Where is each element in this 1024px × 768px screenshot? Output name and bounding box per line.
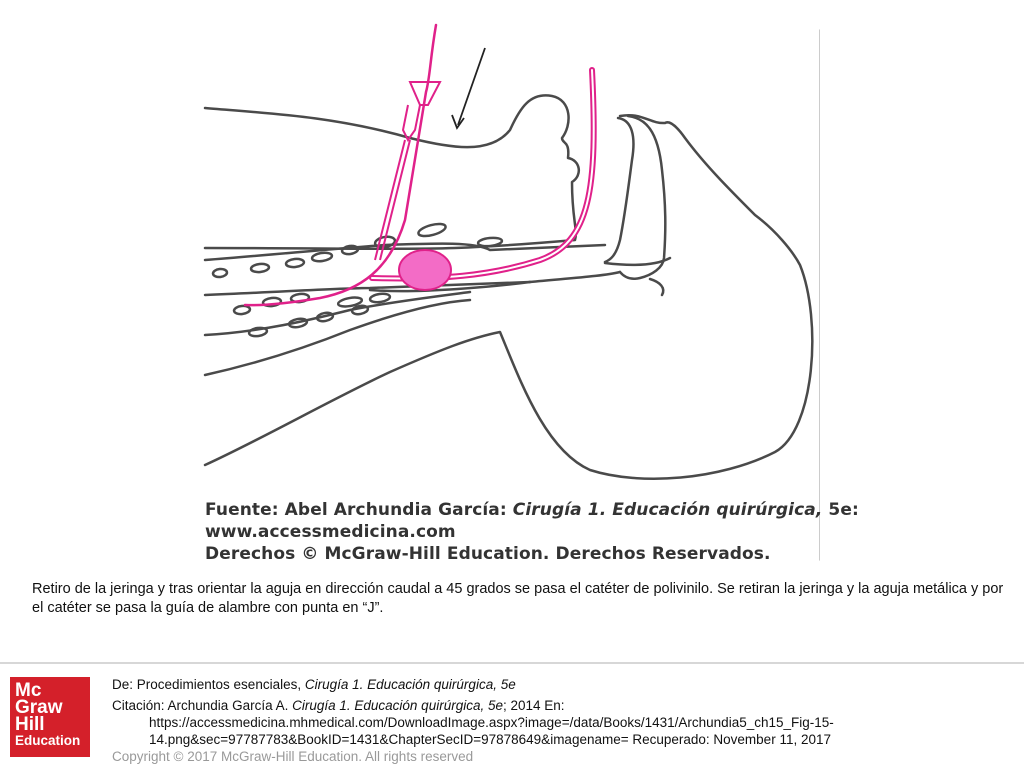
- citation-url-continued[interactable]: 14.png&sec=97787783&BookID=1431&ChapterSecID=97878649&imagename= Recuperado: November 11, 2017: [149, 732, 831, 747]
- figure-source-rights: Derechos © McGraw-Hill Education. Derechos Reservados.: [205, 544, 771, 564]
- direction-arrow: [458, 48, 485, 125]
- needle: [375, 82, 440, 260]
- divider: [0, 662, 1024, 664]
- figure-source-site: www.accessmedicina.com: [205, 522, 456, 542]
- arrowhead-icon: [452, 115, 464, 128]
- figure-caption: Retiro de la jeringa y tras orientar la aguja en dirección caudal a 45 grados se pasa el catéter de polivinilo. Se retiran la jeringa y la aguja metálica y por el catéter se pasa la guía de alambre con punta en “J”.: [32, 581, 1004, 616]
- logo-line-1: Mc: [15, 680, 42, 701]
- figure: [200, 20, 859, 565]
- logo-line-2: Graw: [15, 697, 63, 718]
- copyright-notice: Copyright © 2017 McGraw-Hill Education. All rights reserved: [112, 749, 474, 764]
- logo-line-3: Hill: [15, 714, 45, 735]
- figure-source-line: Fuente: Abel Archundia García: Cirugía 1. Educación quirúrgica, 5e:: [205, 500, 859, 520]
- trachea-rings: [213, 222, 503, 338]
- logo-line-4: Education: [15, 733, 81, 748]
- citation-from: De: Procedimientos esenciales, Cirugía 1. Educación quirúrgica, 5e: [112, 677, 516, 692]
- catheter-balloon: [399, 250, 451, 290]
- citation-block: [112, 676, 1012, 765]
- citation-reference: Citación: Archundia García A. Cirugía 1. Educación quirúrgica, 5e; 2014 En:: [112, 698, 565, 713]
- citation-url[interactable]: https://accessmedicina.mhmedical.com/DownloadImage.aspx?image=/data/Books/1431/Archundia5_ch15_Fig-15-: [149, 715, 834, 730]
- mcgraw-hill-logo: [10, 677, 90, 757]
- catheter-insertion-diagram: [200, 20, 820, 565]
